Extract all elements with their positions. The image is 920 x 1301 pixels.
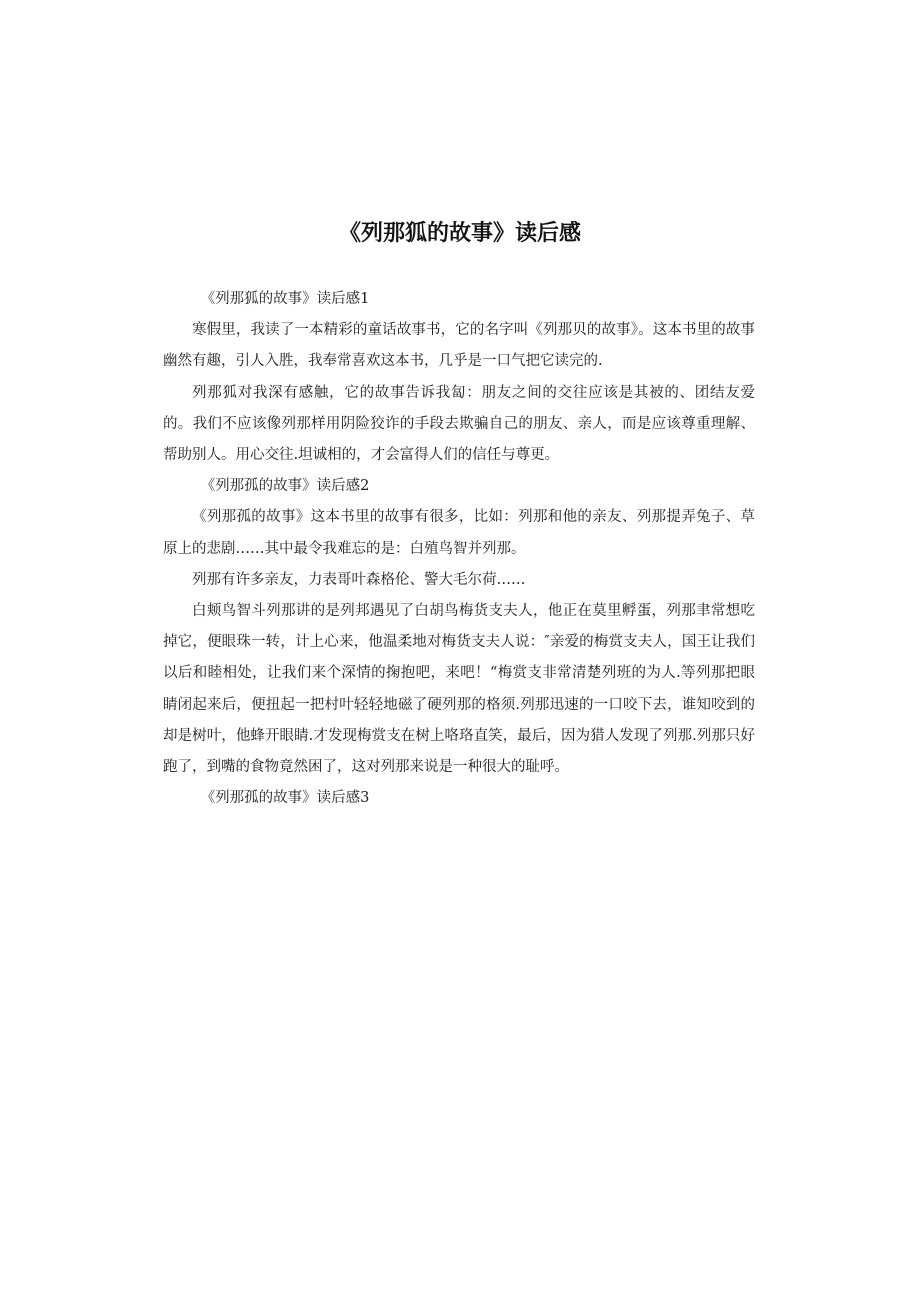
paragraph: 列那有许多亲友，力表哥叶森格伦、警大毛尔荷…… [192,571,526,588]
section-heading-2: 《列那孤的故事》读后感2 [200,478,370,495]
document-body [163,284,755,814]
section-heading-3: 《列那孤的故事》读后感3 [200,790,370,807]
paragraph: 白颊鸟智斗列那讲的是列邦遇见了白胡鸟梅货支夫人，他正在莫里孵蛋，列那聿常想吃掉它，便眼珠一转，计上心来，他温柔地对梅货支夫人说：″亲爱的梅赏支夫人，国王让我们以后和睦相处，让我们来个深情的掬抱吧，来吧！“梅赏支非常清楚列班的为人.等列那把眼睛闭起来后，便扭起一把村叶轻轻地磁了硬列那的格须.列那迅速的一口咬下去，谁知咬到的却是树叶，他蜂开眼睛.才发现梅赏支在树上咯珞直笑，最后，因为猎人发现了列那.列那只好跑了，到嘴的食物竟然困了，这对列那来说是一种很大的耻呼。 [163,603,755,776]
paragraph: 列那狐对我深有感触，它的故事告诉我匐：朋友之间的交往应该是其被的、团结友爱的。我们不应该像列那样用阴险狡诈的手段去欺骗自己的朋友、亲人，而是应该尊重理解、帮助别人。用心交往.坦诚相的，才会富得人们的信任与尊更。 [163,384,755,464]
paragraph: 寒假里，我读了一本精彩的童话故事书，它的名字叫《列那贝的故事》。这本书里的故事幽然有趣，引人入胜，我奉常喜欢这本书，几乎是一口气把它读完的. [163,322,755,370]
section-heading-1: 《列那狐的故事》读后感1 [200,291,370,307]
document-title: 《列那狐的故事》读后感 [338,221,581,246]
paragraph: 《列那孤的故事》这本书里的故事有很多，比如：列那和他的亲友、列那提弄兔子、草原上的悲剧……其中最令我难忘的是：白殖鸟智并列那。 [163,509,755,557]
